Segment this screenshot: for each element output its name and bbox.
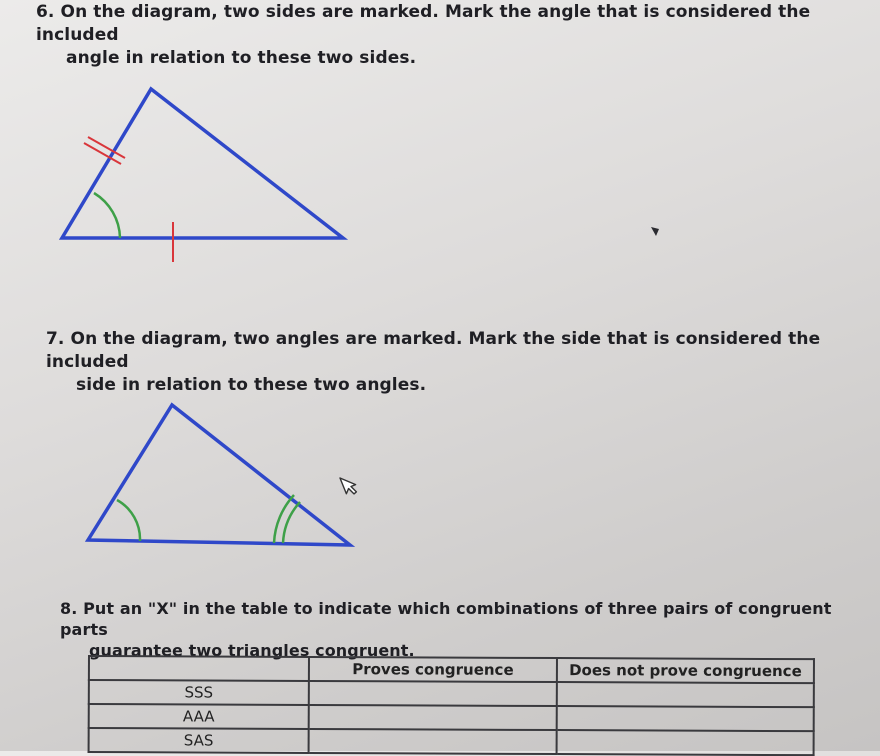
question-text-continued: angle in relation to these two sides.	[66, 48, 417, 68]
question-text: On the diagram, two angles are marked. Mark the side that is considered the included	[46, 329, 821, 372]
table-row	[89, 728, 814, 755]
angle-mark-single-left	[117, 500, 140, 541]
cell-sss-proves[interactable]	[309, 681, 557, 706]
question-number: 8.	[60, 599, 78, 618]
question-number: 6.	[36, 2, 55, 22]
triangle-q6[interactable]	[62, 89, 343, 262]
triangle-q7-outline[interactable]	[88, 405, 350, 545]
triangle-q7[interactable]	[88, 405, 350, 545]
question-number: 7.	[46, 329, 65, 349]
question-text: Put an "X" in the table to indicate which combinations of three pairs of congruent parts	[60, 599, 832, 639]
table-header-blank	[89, 656, 309, 681]
cursor-icon	[340, 474, 359, 497]
cell-sas-does-not-prove[interactable]	[557, 730, 814, 755]
row-label-aaa: AAA	[89, 704, 309, 729]
table-row	[89, 704, 814, 731]
table-header-does-not-prove: Does not prove congruence	[557, 658, 814, 683]
table-header-proves: Proves congruence	[309, 657, 557, 682]
triangle-q6-outline[interactable]	[62, 89, 343, 238]
row-label-sss: SSS	[89, 680, 309, 705]
table-header-row	[89, 656, 814, 683]
question-text: On the diagram, two sides are marked. Mark the angle that is considered the included	[36, 2, 811, 45]
cell-sss-does-not-prove[interactable]	[557, 682, 814, 707]
question-7	[46, 328, 880, 397]
angle-mark-q6	[94, 193, 120, 238]
question-8	[60, 598, 880, 661]
cell-aaa-proves[interactable]	[309, 705, 557, 730]
stray-mark	[651, 227, 659, 236]
congruence-table	[88, 655, 815, 756]
cell-aaa-does-not-prove[interactable]	[557, 706, 814, 731]
cell-sas-proves[interactable]	[309, 729, 557, 754]
question-text-continued: side in relation to these two angles.	[76, 375, 427, 395]
table-row	[89, 680, 814, 707]
row-label-sas: SAS	[89, 728, 309, 753]
question-text-continued: guarantee two triangles congruent.	[89, 641, 415, 660]
